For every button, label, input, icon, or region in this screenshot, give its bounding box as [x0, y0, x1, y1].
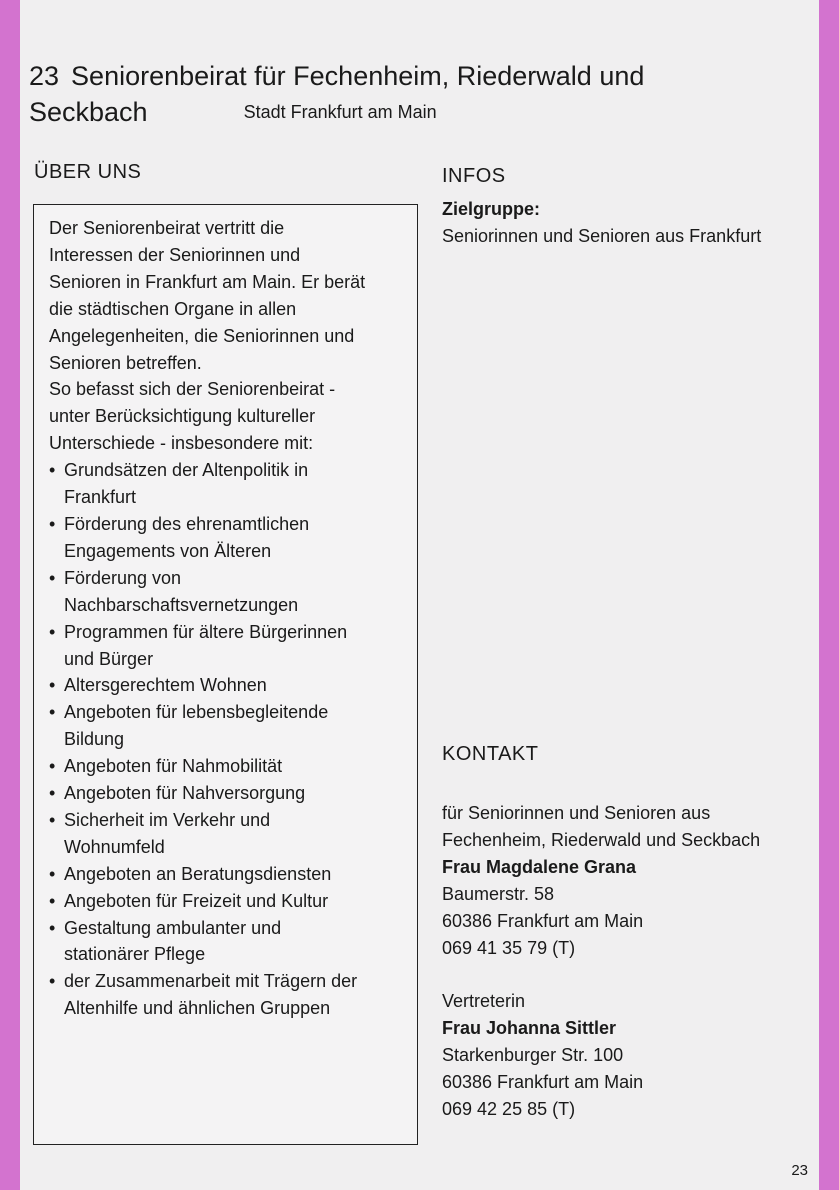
- target-group-value: Seniorinnen und Senioren aus Frankfurt: [442, 225, 762, 246]
- about-bullet-item: • Angeboten für Nahversorgung: [49, 780, 407, 807]
- page-number: 23: [791, 1162, 808, 1179]
- contact-deputy-name: Frau Johanna Sittler: [442, 1018, 617, 1039]
- contact-heading: KONTAKT: [442, 743, 539, 765]
- about-intro: Der Seniorenbeirat vertritt die Interessen der Seniorinnen und Senioren in Frankfurt am Main. Er berät die städtischen Organe in allen Angelegenheiten, die Seniorinnen und Senioren betreffen. So befasst sich der Seniorenbeirat - unter Berücksichtigung kultureller Unterschiede - insbesondere mit:: [49, 218, 366, 454]
- about-bullet-item: • Angeboten für lebensbegleitende Bildung: [49, 699, 407, 753]
- target-group-label: Zielgruppe:: [442, 199, 540, 219]
- contact-primary-name: Frau Magdalene Grana: [442, 856, 637, 877]
- contact-deputy-city: 60386 Frankfurt am Main: [442, 1072, 644, 1093]
- about-bullet-item: • Förderung des ehrenamtlichen Engagements von Älteren: [49, 511, 407, 565]
- page-title: [29, 58, 799, 130]
- about-bullet-item: • Angeboten an Beratungsdiensten: [49, 861, 407, 888]
- page: [20, 0, 819, 1190]
- contact-primary-city: 60386 Frankfurt am Main: [442, 910, 644, 931]
- about-box: [33, 204, 418, 1145]
- entry-title: Seniorenbeirat für Fechenheim, Riederwald und Seckbach: [29, 61, 645, 127]
- contact-deputy-phone: 069 42 25 85 (T): [442, 1098, 576, 1119]
- spacer: [442, 961, 760, 988]
- infos-block: [442, 196, 761, 250]
- about-bullet-item: • der Zusammenarbeit mit Trägern der Altenhilfe und ähnlichen Gruppen: [49, 968, 407, 1022]
- about-bullet-item: • Programmen für ältere Bürgerinnen und Bürger: [49, 619, 407, 673]
- contact-block: [442, 800, 760, 1123]
- about-heading: ÜBER UNS: [34, 161, 142, 183]
- about-bullet-item: • Gestaltung ambulanter und stationärer Pflege: [49, 915, 407, 969]
- entry-number: 23: [29, 61, 60, 91]
- contact-intro: für Seniorinnen und Senioren aus Fechenheim, Riederwald und Seckbach: [442, 803, 761, 850]
- deputy-label: Vertreterin: [442, 991, 526, 1012]
- city-label: Stadt Frankfurt am Main: [243, 102, 437, 122]
- about-bullet-item: • Sicherheit im Verkehr und Wohnumfeld: [49, 807, 407, 861]
- about-bullet-list: [49, 457, 407, 1022]
- contact-primary-street: Baumerstr. 58: [442, 883, 555, 904]
- about-bullet-item: • Altersgerechtem Wohnen: [49, 672, 407, 699]
- infos-heading: INFOS: [442, 165, 506, 187]
- contact-deputy-street: Starkenburger Str. 100: [442, 1045, 624, 1066]
- about-bullet-item: • Angeboten für Freizeit und Kultur: [49, 888, 407, 915]
- about-bullet-item: • Angeboten für Nahmobilität: [49, 753, 407, 780]
- about-bullet-item: • Förderung von Nachbarschaftsvernetzungen: [49, 565, 407, 619]
- about-bullet-item: • Grundsätzen der Altenpolitik in Frankfurt: [49, 457, 407, 511]
- contact-primary-phone: 069 41 35 79 (T): [442, 937, 576, 958]
